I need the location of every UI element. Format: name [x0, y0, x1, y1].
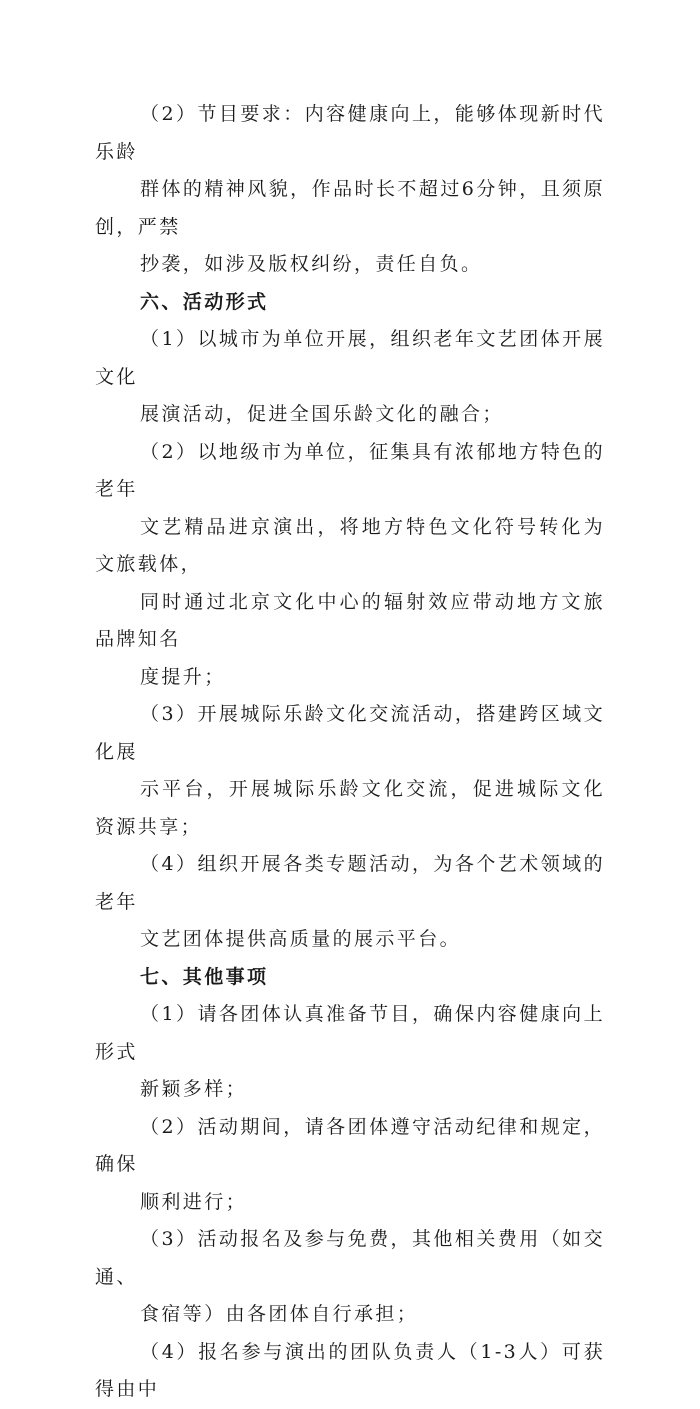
paragraph [95, 321, 605, 434]
text-line: （1）以城市为单位开展，组织老年文艺团体开展文化 [95, 328, 605, 388]
text-line: 七、其他事项 [140, 965, 269, 988]
paragraph [95, 996, 605, 1109]
text-line: （3）开展城际乐龄文化交流活动，搭建跨区域文化展 [95, 703, 605, 763]
paragraph [95, 434, 605, 697]
text-line: 食宿等）由各团体自行承担； [140, 1303, 419, 1325]
text-line: 六、活动形式 [140, 290, 269, 313]
text-line: 同时通过北京文化中心的辐射效应带动地方文旅品牌知名 [95, 590, 605, 650]
text-line: 顺利进行； [140, 1190, 248, 1213]
paragraph [95, 846, 605, 959]
text-line: （3）活动报名及参与免费，其他相关费用（如交通、 [95, 1228, 605, 1288]
text-line: 文艺团体提供高质量的展示平台。 [140, 928, 462, 950]
paragraph [95, 696, 605, 846]
text-line: （4）报名参与演出的团队负责人（1-3人）可获得由中 [95, 1340, 605, 1400]
text-line: 示平台，开展城际乐龄文化交流，促进城际文化资源共享； [95, 778, 605, 838]
paragraph [95, 1334, 605, 1409]
text-line: 抄袭，如涉及版权纠纷，责任自负。 [140, 253, 483, 275]
text-line: 新颖多样； [140, 1078, 248, 1100]
text-line: 展演活动，促进全国乐龄文化的融合； [140, 403, 504, 425]
text-line: 群体的精神风貌，作品时长不超过6分钟，且须原创，严禁 [95, 178, 605, 238]
paragraph [95, 96, 605, 284]
text-line: 度提升； [140, 665, 226, 688]
section-heading [95, 959, 605, 997]
text-line: 文艺精品进京演出，将地方特色文化符号转化为文旅载体， [95, 515, 605, 575]
text-line: （2）活动期间，请各团体遵守活动纪律和规定，确保 [95, 1115, 605, 1175]
text-line: （2）以地级市为单位，征集具有浓郁地方特色的老年 [95, 440, 605, 500]
document-body [95, 96, 605, 1409]
paragraph [95, 1221, 605, 1334]
text-line: （1）请各团体认真准备节目，确保内容健康向上形式 [95, 1003, 605, 1063]
text-line: （4）组织开展各类专题活动，为各个艺术领域的老年 [95, 853, 605, 913]
paragraph [95, 1109, 605, 1222]
section-heading [95, 284, 605, 322]
text-line: （2）节目要求：内容健康向上，能够体现新时代乐龄 [95, 103, 605, 163]
